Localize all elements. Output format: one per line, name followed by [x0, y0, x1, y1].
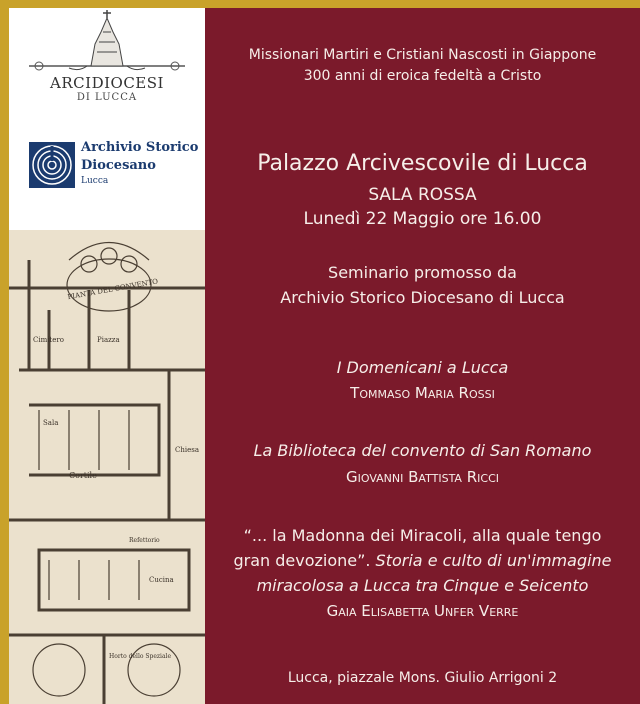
left-panel [9, 8, 205, 704]
archdiocese-logo [9, 8, 205, 118]
floor-plan-drawing [9, 230, 205, 704]
talk3-title-line2 [205, 551, 640, 570]
archdiocese-name: ARCIDIOCESI [50, 74, 164, 92]
header-line2: 300 anni di eroica fedeltà a Cristo [303, 68, 542, 84]
talk3-speaker: Gaia Elisabetta Unfer Verre [326, 602, 519, 620]
talk1-title: I Domenicani a Lucca [336, 358, 509, 377]
talk2-speaker: Giovanni Battista Ricci [345, 468, 499, 486]
plan-label-cortile: Cortile [69, 471, 97, 480]
header-line1: Missionari Martiri e Cristiani Nascosti in Giappone [248, 47, 597, 63]
archive-name-line3: Lucca [81, 176, 109, 186]
plan-label-cimitero: Cimitero [33, 336, 64, 344]
talk1-speaker: Tommaso Maria Rossi [350, 384, 495, 402]
archive-logo [9, 136, 205, 196]
promoted-by-line2: Archivio Storico Diocesano di Lucca [280, 288, 565, 307]
talk2-title: La Biblioteca del convento di San Romano [253, 441, 592, 460]
plan-label-piazza: Piazza [97, 336, 120, 344]
plan-label-refettorio: Refettorio [129, 537, 160, 544]
plan-label-orto: Horto dello Speziale [109, 653, 172, 660]
archive-name-line1: Archivio Storico [81, 140, 199, 155]
room-name: SALA ROSSA [368, 185, 477, 205]
bishop-mitre-icon [9, 8, 205, 78]
promoted-by-line1: Seminario promosso da [328, 263, 517, 282]
labyrinth-icon [29, 142, 75, 188]
plan-label-cucina: Cucina [149, 576, 174, 584]
plan-title: PIANTA DEL CONVENTO [66, 277, 159, 302]
event-info-panel [205, 8, 640, 704]
convent-floor-plan [9, 230, 205, 704]
event-datetime: Lunedì 22 Maggio ore 16.00 [303, 209, 542, 229]
address: Lucca, piazzale Mons. Giulio Arrigoni 2 [287, 670, 558, 686]
archdiocese-subtitle: DI LUCCA [76, 92, 138, 103]
talk3-quote-end: gran devozione”. [233, 551, 371, 570]
talk3-title-line3: miracolosa a Lucca tra Cinque e Seicento [256, 576, 589, 595]
talk3-subtitle-start: Storia e culto di un'immagine [370, 551, 612, 570]
talk3-title-line1: “... la Madonna dei Miracoli, alla quale tengo [243, 526, 602, 545]
venue-title: Palazzo Arcivescovile di Lucca [257, 151, 588, 176]
archive-name-line2: Diocesano [81, 158, 156, 173]
plan-label-sala: Sala [43, 419, 59, 427]
plan-label-chiesa: Chiesa [175, 446, 200, 454]
